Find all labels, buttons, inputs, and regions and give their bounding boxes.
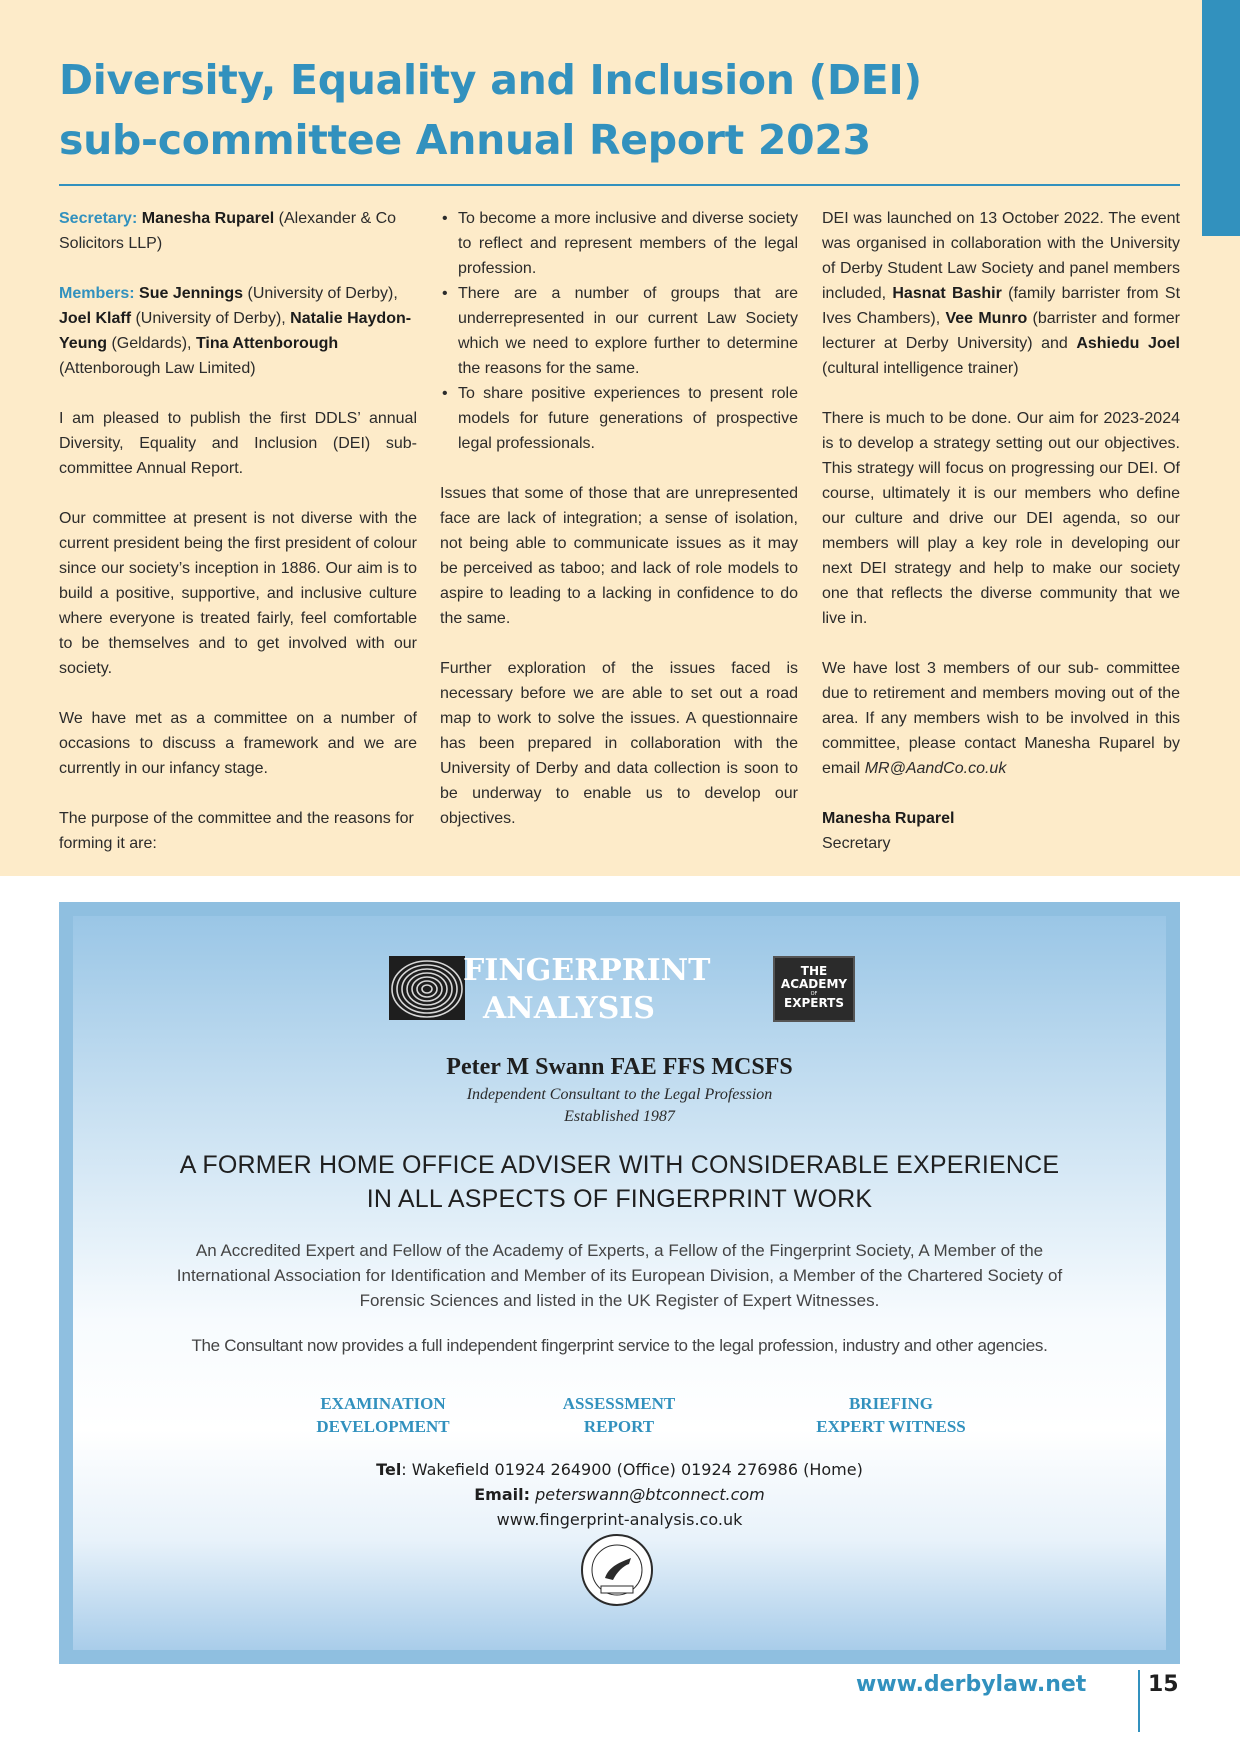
- ad-heading-line-2: ANALYSIS: [483, 991, 655, 1026]
- paragraph-publish: I am pleased to publish the first DDLS’ annual Diversity, Equality and Inclusion (DEI) sub-committee Annual Report.: [59, 410, 417, 477]
- page-title: [59, 50, 1159, 170]
- ad-email-link[interactable]: peterswann@btconnect.com: [530, 1485, 765, 1504]
- paragraph-lost: [822, 656, 1180, 781]
- title-line-2: sub-committee Annual Report 2023: [59, 116, 871, 164]
- launch-text: (barrister and former lecturer at Derby University) and: [822, 310, 1181, 352]
- launch-text: DEI was launched on 13 October 2022. The event was organised in collaboration with the University of Derby Student Law Society and panel members included,: [822, 210, 1180, 302]
- member-name: Sue Jennings: [139, 285, 244, 302]
- list-item: • To share positive experiences to present role models for future generations of prospective legal professionals.: [440, 381, 798, 456]
- footer-divider: [1138, 1670, 1140, 1732]
- secretary-org: (Alexander & Co Solicitors LLP): [59, 210, 397, 252]
- panelist-name: Hasnat Bashir: [892, 285, 1002, 302]
- service-item: BRIEFING: [848, 1394, 934, 1413]
- ad-credentials-line: Forensic Sciences and listed in the UK Register of Expert Witnesses.: [359, 1291, 880, 1310]
- members-line: [59, 281, 417, 381]
- advertisement-panel: [73, 916, 1166, 1650]
- member-name: Tina Attenborough: [195, 335, 339, 352]
- member-org: (University of Derby),: [243, 285, 398, 302]
- consultant-subtitle: Independent Consultant to the Legal Profession: [466, 1086, 773, 1103]
- article-column-1: [59, 206, 417, 881]
- academy-of-experts-logo: [773, 956, 855, 1022]
- secretary-name: Manesha Ruparel: [141, 210, 275, 227]
- launch-text: (cultural intelligence trainer): [822, 360, 1019, 377]
- academy-logo-text: THE: [800, 964, 828, 978]
- paragraph-aim: There is much to be done. Our aim for 2023-2024 is to develop a strategy setting out our objectives. This strategy will focus on progressing our DEI. Of course, ultimately it is our members who define our culture and drive our DEI agenda, so our members will play a key role in developing our next DEI strategy and help to make our society one that reflects the diverse community that we live in.: [822, 410, 1180, 627]
- ad-heading: [463, 952, 711, 1028]
- panelist-name: Vee Munro: [945, 310, 1028, 327]
- article-column-2: [440, 206, 798, 856]
- ad-heading-line-1: FINGERPRINT: [463, 953, 711, 988]
- service-item: DEVELOPMENT: [316, 1417, 450, 1436]
- paragraph-issues: Issues that some of those that are unrepresented face are lack of integration; a sense of isolation, not being able to communicate issues as it may be perceived as taboo; and lack of role models to aspire to leading to a lacking in confidence to do the same.: [440, 485, 798, 627]
- signature-role: Secretary: [822, 835, 891, 852]
- ad-headline-line: IN ALL ASPECTS OF FINGERPRINT WORK: [366, 1185, 873, 1213]
- member-org: (Attenborough Law Limited): [59, 360, 256, 377]
- member-org: (Geldards),: [107, 335, 196, 352]
- title-line-1: Diversity, Equality and Inclusion (DEI): [59, 56, 922, 104]
- signature: [822, 806, 1180, 856]
- ad-service-statement: The Consultant now provides a full independent fingerprint service to the legal profession, industry and other agencies.: [191, 1336, 1048, 1355]
- email-label: Email:: [474, 1485, 530, 1504]
- article-column-3: [822, 206, 1180, 881]
- contact-email-link[interactable]: MR@AandCo.co.uk: [864, 760, 1007, 777]
- title-divider: [59, 184, 1180, 186]
- signature-name: Manesha Ruparel: [822, 810, 955, 827]
- service-item: REPORT: [583, 1417, 655, 1436]
- panelist-name: Ashiedu Joel: [1076, 335, 1180, 352]
- service-item: EXAMINATION: [320, 1394, 446, 1413]
- launch-text: (family barrister from St Ives Chambers),: [822, 285, 1181, 327]
- paragraph-launch: [822, 206, 1180, 381]
- paragraph-further: Further exploration of the issues faced is necessary before we are able to set out a road map to work to solve the issues. A questionnaire has been prepared in collaboration with the University of Derby and data collection is soon to be underway to enable us to develop our objectives.: [440, 660, 798, 827]
- ad-headline-line: A FORMER HOME OFFICE ADVISER WITH CONSIDERABLE EXPERIENCE: [179, 1151, 1060, 1179]
- service-column: [509, 1392, 729, 1438]
- tel-value: : Wakefield 01924 264900 (Office) 01924 276986 (Home): [401, 1460, 863, 1479]
- service-column: [781, 1392, 1001, 1438]
- ad-telephone: [73, 1460, 1166, 1479]
- academy-logo-text: EXPERTS: [784, 996, 844, 1010]
- list-item: • There are a number of groups that are underrepresented in our current Law Society which we need to explore further to determine the reasons for the same.: [440, 281, 798, 381]
- member-org: (University of Derby),: [131, 310, 291, 327]
- lost-text: We have lost 3 members of our sub- committee due to retirement and members moving out of the area. If any members wish to be involved in this committee, please contact Manesha Ruparel by email: [822, 660, 1180, 777]
- secretary-line: [59, 206, 417, 256]
- consultant-name: Peter M Swann FAE FFS MCSFS: [446, 1054, 793, 1080]
- page-number: 15: [1148, 1672, 1179, 1697]
- tel-label: Tel: [376, 1460, 402, 1479]
- ad-email: [73, 1485, 1166, 1504]
- ad-credentials-line: International Association for Identification and Member of its European Division, a Member of the Chartered Society of: [176, 1266, 1063, 1285]
- service-item: ASSESSMENT: [562, 1394, 676, 1413]
- members-label: Members:: [59, 285, 135, 302]
- academy-logo-text: OF: [810, 991, 818, 997]
- section-tab: [1202, 0, 1240, 236]
- footer-website-link[interactable]: www.derbylaw.net: [856, 1672, 1087, 1697]
- purpose-list: [440, 206, 798, 456]
- member-name: Joel Klaff: [59, 310, 132, 327]
- expert-witness-seal-icon: [579, 1532, 655, 1608]
- ad-credentials: [97, 1238, 1142, 1313]
- paragraph-met: We have met as a committee on a number of occasions to discuss a framework and we are currently in our infancy stage.: [59, 710, 417, 777]
- list-item: • To become a more inclusive and diverse society to reflect and represent members of the legal profession.: [440, 206, 798, 281]
- paragraph-purpose: The purpose of the committee and the reasons for forming it are:: [59, 810, 414, 852]
- service-item: EXPERT WITNESS: [816, 1417, 966, 1436]
- fingerprint-icon: [389, 956, 465, 1020]
- secretary-label: Secretary:: [59, 210, 138, 227]
- member-name: Natalie Haydon-Yeung: [59, 310, 412, 352]
- advertisement: [59, 902, 1180, 1664]
- established-year: Established 1987: [564, 1108, 675, 1125]
- ad-credentials-line: An Accredited Expert and Fellow of the Academy of Experts, a Fellow of the Fingerprint Society, A Member of the: [195, 1241, 1044, 1260]
- service-column: [273, 1392, 493, 1438]
- ad-website-link[interactable]: www.fingerprint-analysis.co.uk: [496, 1510, 743, 1529]
- academy-logo-text: ACADEMY: [780, 977, 848, 991]
- paragraph-committee: Our committee at present is not diverse with the current president being the first president of colour since our society’s inception in 1886. Our aim is to build a positive, supportive, and inclusive culture where everyone is treated fairly, feel comfortable to be themselves and to get involved with our society.: [59, 510, 417, 677]
- ad-headline: [113, 1148, 1126, 1216]
